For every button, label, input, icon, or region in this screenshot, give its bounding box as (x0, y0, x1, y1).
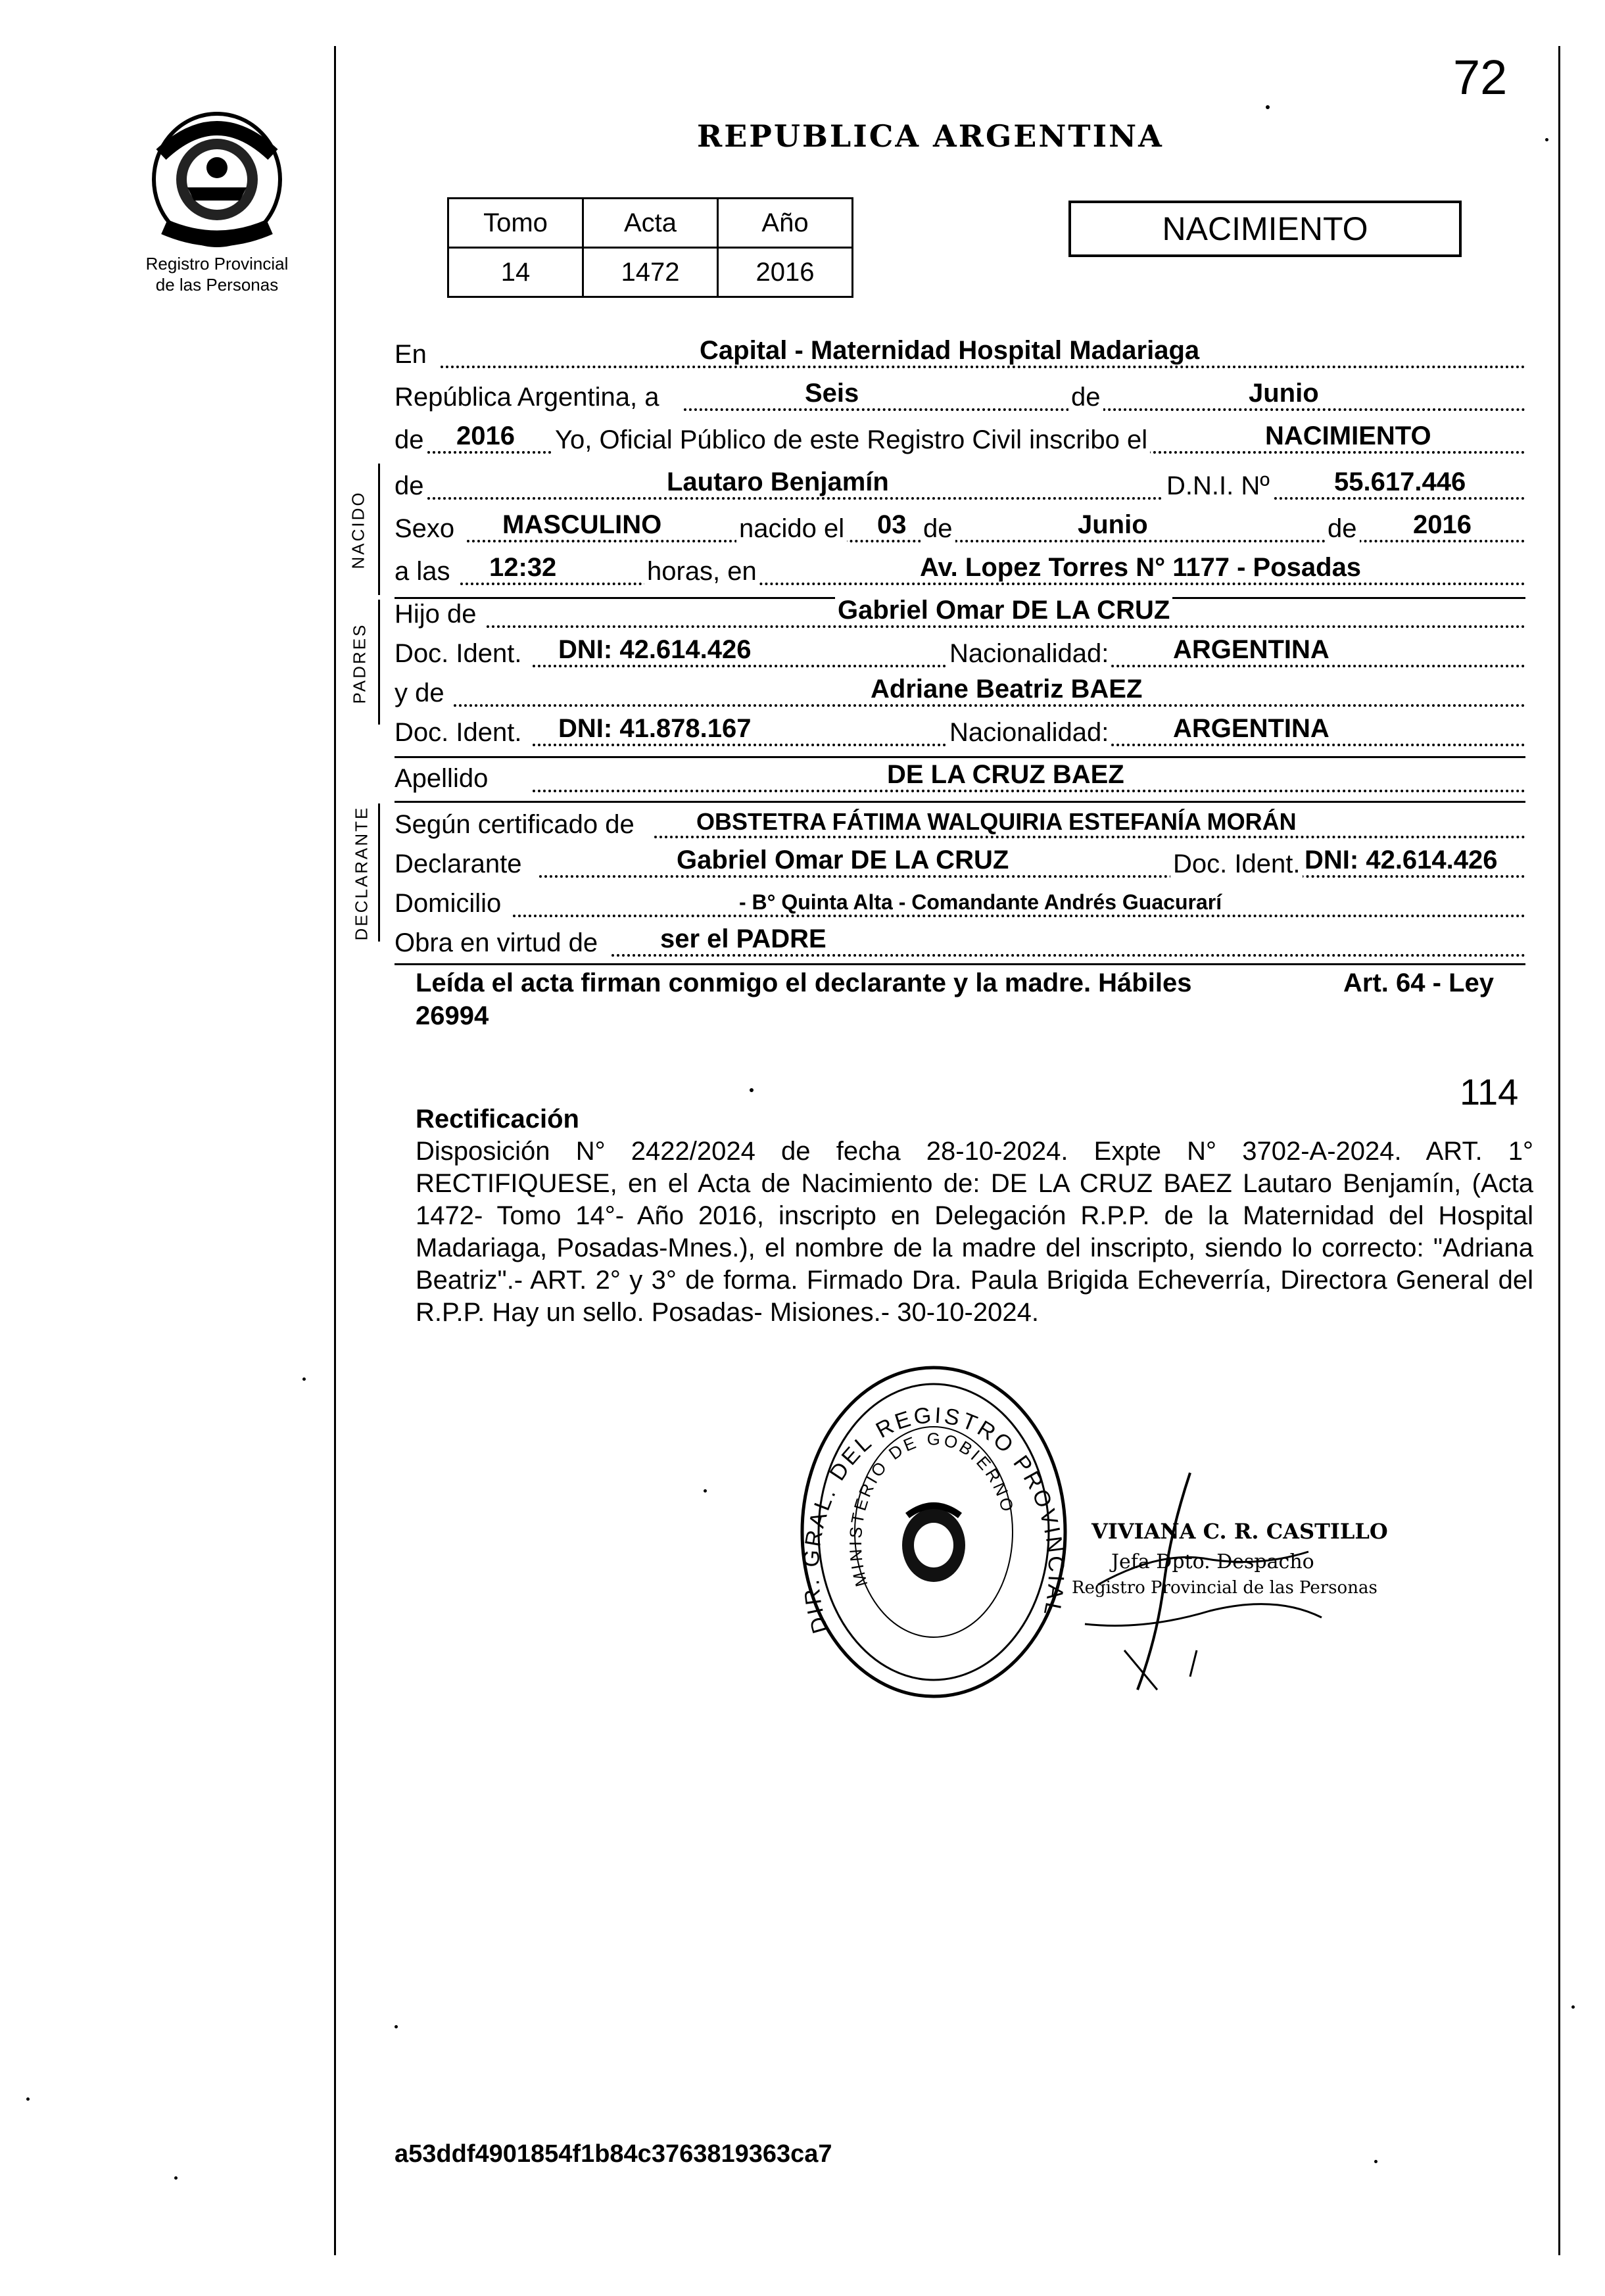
apellido-value: DE LA CRUZ BAEZ (884, 760, 1127, 790)
dni-value: 55.617.446 (1331, 467, 1468, 497)
padre-nac-label: Nacionalidad: (947, 639, 1111, 669)
row-padre-doc (395, 634, 1525, 674)
apellido-label: Apellido (395, 764, 489, 793)
padre-value: Gabriel Omar DE LA CRUZ (835, 596, 1172, 625)
nacido-de-label: de (921, 514, 955, 544)
hijo-de-label: Hijo de (395, 600, 477, 629)
acto-value: NACIMIENTO (1262, 421, 1434, 451)
tomo-value: 14 (448, 248, 583, 297)
stamp-inner-text: MINISTERIO DE GOBIERNO (845, 1429, 1018, 1589)
row-madre-doc (395, 713, 1525, 753)
separator-declarante (395, 963, 1525, 965)
madre-doc-value: DNI: 41.878.167 (556, 714, 754, 744)
de-label: de (1068, 383, 1103, 412)
declarante-doc-value: DNI: 42.614.426 (1302, 846, 1500, 875)
padres-section-label: PADRES (349, 623, 370, 704)
nombre-de-label: de (395, 471, 424, 500)
nombre-value: Lautaro Benjamín (664, 467, 892, 497)
anio-label: Año (718, 199, 853, 248)
scan-speck (26, 2097, 30, 2101)
tomo-label: Tomo (448, 199, 583, 248)
scan-speck (1545, 138, 1548, 141)
row-en (395, 335, 1525, 375)
rectificacion-body: Disposición N° 2422/2024 de fecha 28-10-2024. Expte N° 3702-A-2024. ART. 1° RECTIFIQUESE, en el Acta de Nacimiento de: DE LA CRUZ BAEZ Lautaro Benjamín, (Acta 1472- Tomo 14°- Año 2016, inscripto en Delegación R.P.P. de la Maternidad del Hospital Madariaga, Posadas-Mnes.), el nombre de la madre del inscripto, siendo lo correcto: "Adriana Beatriz".- ART. 2° y 3° de forma. Firmado Dra. Paula Brigida Echeverría, Directora General del R.P.P. Hay un sello. Posadas- Misiones.- 30-10-2024. (416, 1137, 1533, 1327)
row-nombre (395, 467, 1525, 506)
de2-label: de (395, 425, 424, 454)
row-padre (395, 595, 1525, 634)
document-title: REPUBLICA ARGENTINA (697, 118, 1164, 154)
declarante-value: Gabriel Omar DE LA CRUZ (674, 846, 1011, 875)
rectificacion-number: 114 (1460, 1071, 1519, 1112)
left-margin-line (334, 46, 336, 2255)
madre-nac-label: Nacionalidad: (947, 718, 1111, 748)
anio-value: 2016 (454, 421, 517, 451)
misiones-logo (148, 108, 286, 250)
scan-speck (1374, 2160, 1377, 2163)
declarante-bracket (378, 803, 380, 942)
obra-value: ser el PADRE (658, 924, 829, 954)
declarante-label: Declarante (395, 849, 522, 878)
row-anio-oficial (395, 421, 1525, 460)
certificado-value: OBSTETRA FÁTIMA WALQUIRIA ESTEFANÍA MORÁN (694, 808, 1299, 836)
nacido-bracket (378, 464, 380, 595)
row-sexo (395, 510, 1525, 549)
nacido-dia: 03 (874, 510, 909, 540)
svg-text:DIR. GRAL. DEL REGISTRO PROVIN (789, 1354, 1068, 1637)
mes-value: Junio (1246, 379, 1322, 408)
scan-speck (1571, 2005, 1575, 2009)
padre-doc-label: Doc. Ident. (395, 639, 522, 668)
alas-label: a las (395, 557, 450, 586)
official-stamp (789, 1354, 1078, 1710)
en-value: Capital - Maternidad Hospital Madariaga (697, 336, 1202, 366)
registry-reference-table (447, 197, 853, 298)
scan-speck (174, 2176, 178, 2180)
registry-line-1: Registro Provincial (145, 254, 289, 274)
dia-value: Seis (802, 379, 861, 408)
nacido-de-label-2: de (1325, 514, 1360, 544)
domicilio-label: Domicilio (395, 889, 502, 918)
scan-speck (395, 2025, 398, 2028)
declarante-section-label: DECLARANTE (351, 805, 371, 941)
scan-speck (1266, 105, 1270, 109)
handwritten-signature (1059, 1453, 1401, 1696)
signature-block (1059, 1453, 1401, 1696)
separator-padres (395, 756, 1525, 758)
signatory-title: Jefa Dpto. Despacho (1111, 1550, 1314, 1573)
madre-doc-label: Doc. Ident. (395, 718, 522, 747)
obra-label: Obra en virtud de (395, 928, 598, 957)
separator-apellido (395, 801, 1525, 803)
rectificacion-title: Rectificación (416, 1105, 579, 1134)
row-hora-lugar (395, 552, 1525, 592)
sexo-label: Sexo (395, 514, 455, 543)
dni-label: D.N.I. Nº (1164, 471, 1272, 501)
leida-text: Leída el acta firman conmigo el declarante y la madre. Hábiles (416, 969, 1192, 997)
horas-en-label: horas, en (644, 557, 759, 586)
row-apellido (395, 759, 1525, 799)
page-number: 72 (1453, 50, 1508, 105)
sexo-value: MASCULINO (500, 510, 664, 540)
en-label: En (395, 340, 427, 369)
certificado-label: Según certificado de (395, 810, 635, 839)
row-certificado (395, 805, 1525, 845)
y-de-label: y de (395, 679, 444, 707)
oficial-text: Yo, Oficial Público de este Registro Civil inscribo el (552, 425, 1150, 455)
row-madre (395, 674, 1525, 713)
lugar-nacimiento: Av. Lopez Torres N° 1177 - Posadas (917, 553, 1364, 583)
padres-bracket (378, 600, 380, 725)
nacido-section-label: NACIDO (348, 490, 368, 569)
leida-note (416, 967, 1494, 1032)
scan-speck (704, 1489, 707, 1493)
provincial-seal-icon (148, 108, 286, 250)
row-domicilio (395, 884, 1525, 924)
republica-label: República Argentina, a (395, 383, 659, 412)
scan-speck (302, 1377, 306, 1381)
acta-value: 1472 (583, 248, 718, 297)
nacido-anio: 2016 (1410, 510, 1474, 540)
right-margin-line (1558, 46, 1560, 2255)
nacido-mes: Junio (1075, 510, 1151, 540)
signatory-name: VIVIANA C. R. CASTILLO (1091, 1519, 1388, 1544)
leida-ley: 26994 (416, 1001, 489, 1030)
padre-nac-value: ARGENTINA (1170, 635, 1332, 665)
registry-seal-icon (789, 1354, 1078, 1710)
registry-line-2: de las Personas (155, 275, 279, 295)
madre-nac-value: ARGENTINA (1170, 714, 1332, 744)
row-declarante (395, 845, 1525, 884)
registry-label (122, 253, 312, 295)
record-type-box: NACIMIENTO (1068, 201, 1462, 257)
anio-value: 2016 (718, 248, 853, 297)
declarante-doc-label: Doc. Ident. (1170, 849, 1303, 879)
nacido-el-label: nacido el (736, 514, 847, 544)
domicilio-value: - B° Quinta Alta - Comandante Andrés Guacurarí (736, 890, 1224, 915)
row-republica (395, 378, 1525, 418)
madre-value: Adriane Beatriz BAEZ (868, 675, 1145, 704)
padre-doc-value: DNI: 42.614.426 (556, 635, 754, 665)
stamp-outer-text: DIR. GRAL. DEL REGISTRO PROVINCIAL (798, 1402, 1069, 1637)
document-hash: a53ddf4901854f1b84c3763819363ca7 (395, 2140, 832, 2168)
leida-art: Art. 64 - Ley (1343, 969, 1494, 997)
scan-speck (750, 1088, 754, 1092)
row-obra (395, 924, 1525, 963)
hora-value: 12:32 (487, 553, 559, 583)
signatory-office: Registro Provincial de las Personas (1072, 1578, 1377, 1598)
acta-label: Acta (583, 199, 718, 248)
